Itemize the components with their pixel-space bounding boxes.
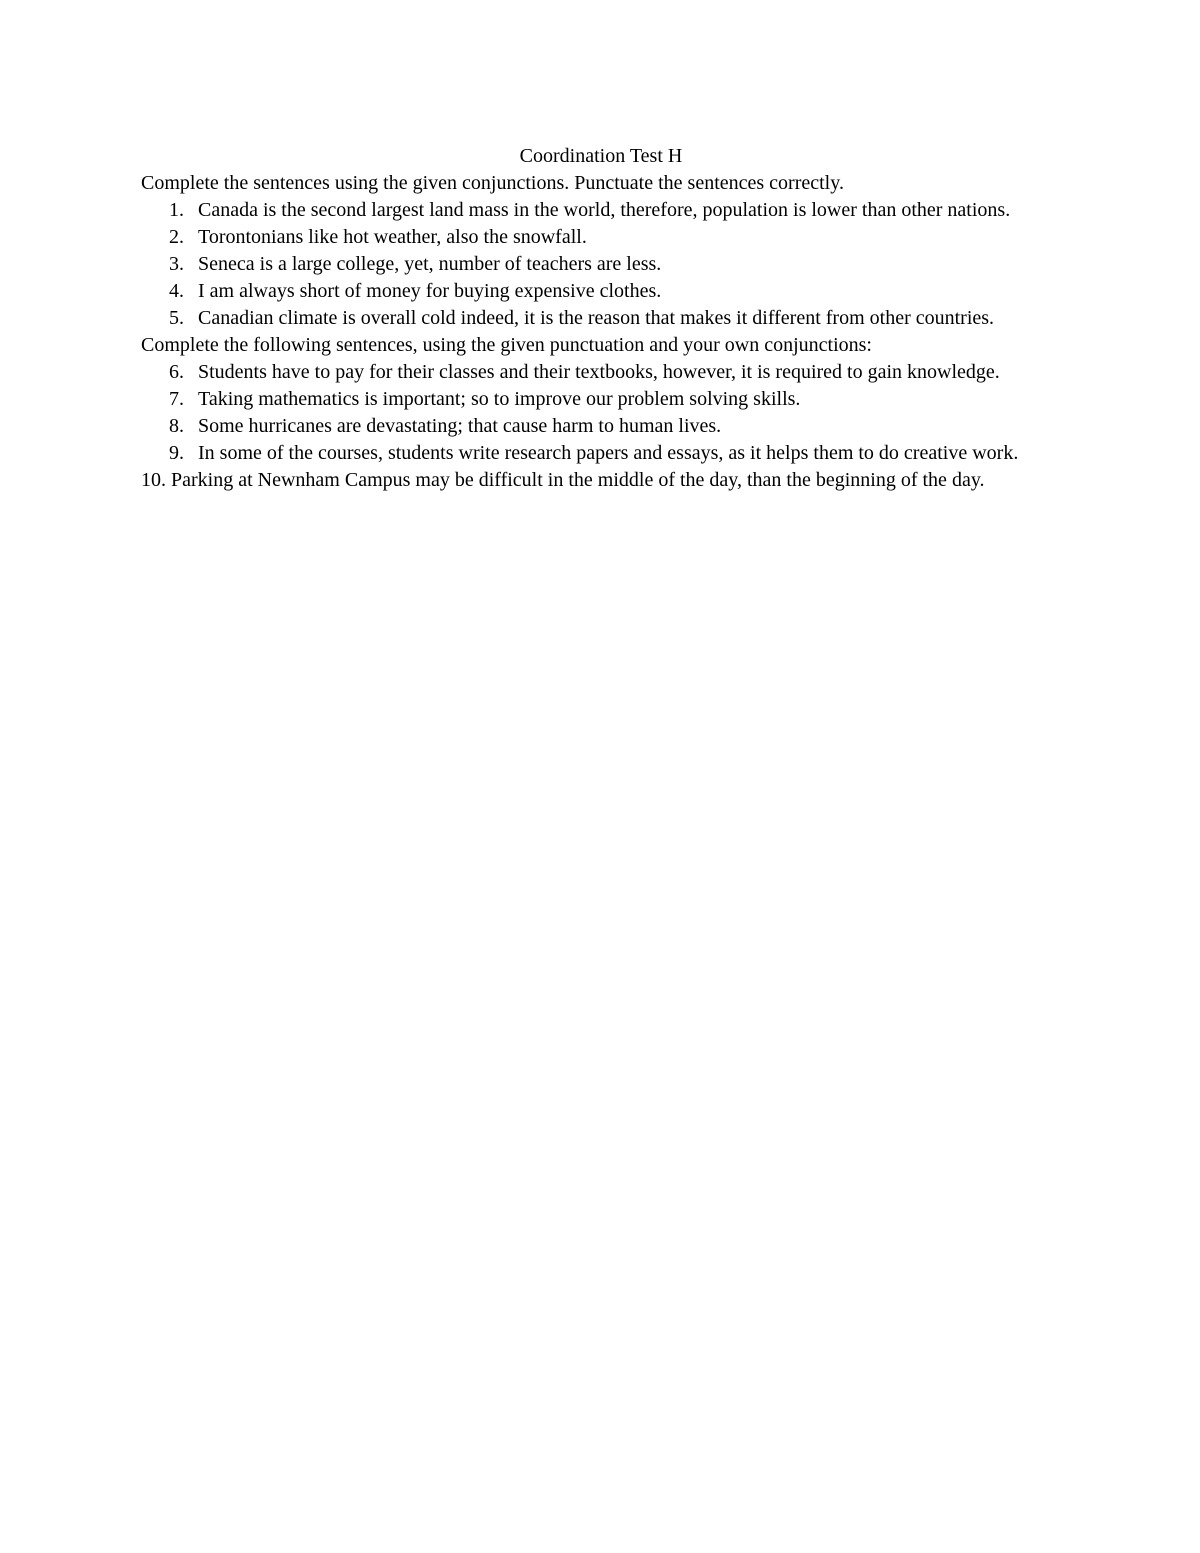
list-item bbox=[141, 197, 1061, 224]
item-text: In some of the courses, students write research papers and essays, as it helps them to do creative work. bbox=[198, 442, 1019, 464]
list-item bbox=[141, 413, 1061, 440]
section2-instruction: Complete the following sentences, using the given punctuation and your own conjunctions: bbox=[141, 334, 872, 356]
section2-list bbox=[141, 359, 1061, 467]
item-number: 8. bbox=[169, 415, 184, 437]
list-item bbox=[141, 359, 1061, 386]
item-text: Students have to pay for their classes and their textbooks, however, it is required to gain knowledge. bbox=[198, 361, 1000, 383]
final-list-item: 10. Parking at Newnham Campus may be difficult in the middle of the day, than the beginning of the day. bbox=[141, 469, 985, 491]
section1-instruction: Complete the sentences using the given conjunctions. Punctuate the sentences correctly. bbox=[141, 172, 844, 194]
item-text: I am always short of money for buying expensive clothes. bbox=[198, 280, 662, 302]
document-title: Coordination Test H bbox=[519, 145, 683, 167]
item-number: 5. bbox=[169, 307, 184, 329]
item-number: 6. bbox=[169, 361, 184, 383]
document-page bbox=[141, 143, 1061, 494]
list-item bbox=[141, 278, 1061, 305]
item-number: 3. bbox=[169, 253, 184, 275]
item-number: 1. bbox=[169, 199, 184, 221]
item-number: 7. bbox=[169, 388, 184, 410]
list-item bbox=[141, 305, 1061, 332]
list-item bbox=[141, 440, 1061, 467]
list-item bbox=[141, 386, 1061, 413]
section1-list bbox=[141, 197, 1061, 332]
item-text: Canadian climate is overall cold indeed, it is the reason that makes it different from other countries. bbox=[198, 307, 995, 329]
item-number: 2. bbox=[169, 226, 184, 248]
item-text: Some hurricanes are devastating; that cause harm to human lives. bbox=[198, 415, 722, 437]
item-text: Torontonians like hot weather, also the snowfall. bbox=[198, 226, 587, 248]
item-number: 4. bbox=[169, 280, 184, 302]
list-item bbox=[141, 224, 1061, 251]
item-text: Canada is the second largest land mass in the world, therefore, population is lower than other nations. bbox=[198, 199, 1011, 221]
item-text: Seneca is a large college, yet, number of teachers are less. bbox=[198, 253, 662, 275]
item-text: Taking mathematics is important; so to improve our problem solving skills. bbox=[198, 388, 801, 410]
list-item bbox=[141, 251, 1061, 278]
item-number: 9. bbox=[169, 442, 184, 464]
